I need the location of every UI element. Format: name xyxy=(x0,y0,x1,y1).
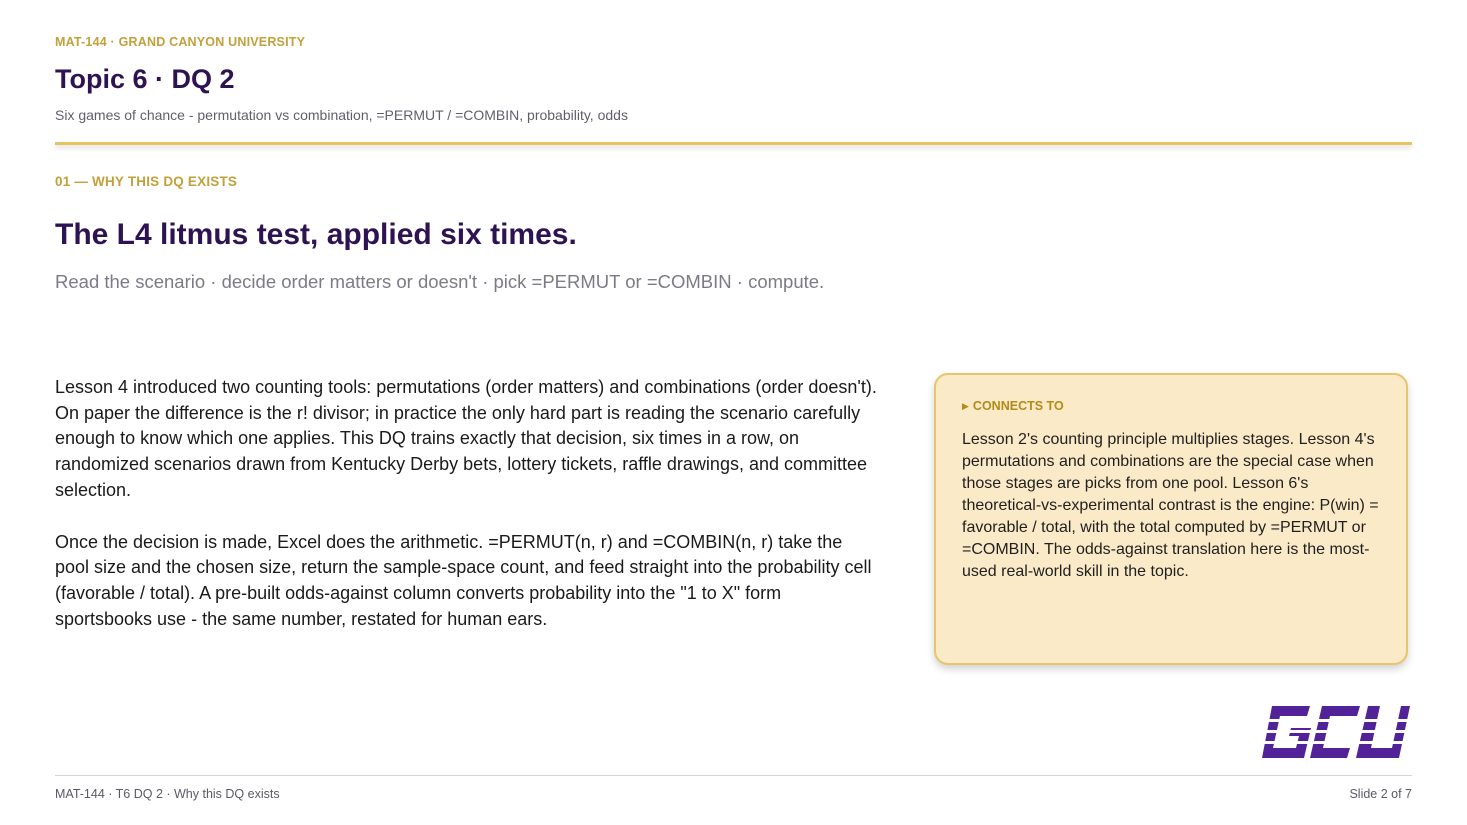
callout-label: CONNECTS TO xyxy=(972,399,1064,413)
section-lead: Read the scenario · decide order matters or doesn't · pick =PERMUT or =COMBIN · compute. xyxy=(55,271,825,292)
section-label: 01 — WHY THIS DQ EXISTS xyxy=(55,174,238,189)
header-divider xyxy=(55,142,1412,145)
callout-header xyxy=(962,399,1380,413)
section-headline: The L4 litmus test, applied six times. xyxy=(55,218,577,251)
page-title: Topic 6 · DQ 2 xyxy=(55,64,235,94)
connects-to-callout xyxy=(934,373,1408,665)
page-subtitle: Six games of chance - permutation vs combination, =PERMUT / =COMBIN, probability, odds xyxy=(55,107,628,123)
gcu-logo-stripes xyxy=(1258,719,1410,744)
body-paragraph: Lesson 4 introduced two counting tools: permutations (order matters) and combinations (order doesn't). On paper the difference is the r! divisor; in practice the only hard part is reading the scenario carefully enough to know which one applies. This DQ trains exactly that decision, six times in a row, on randomized scenarios drawn from Kentucky Derby bets, lottery tickets, raffle drawings, and committee selection. xyxy=(55,377,877,500)
triangle-right-icon: ▶ xyxy=(962,400,969,411)
body-paragraph: Once the decision is made, Excel does the arithmetic. =PERMUT(n, r) and =COMBIN(n, r) take the pool size and the chosen size, return the sample-space count, and feed straight into the probability cell (favorable / total). A pre-built odds-against column converts probability into the "1 to X" form sportsbooks use - the same number, restated for human ears. xyxy=(55,531,872,629)
slide-counter: Slide 2 of 7 xyxy=(1349,787,1412,801)
footer-divider xyxy=(55,775,1412,776)
footer-caption: MAT-144 · T6 DQ 2 · Why this DQ exists xyxy=(55,787,280,801)
gcu-logo xyxy=(1258,704,1410,760)
callout-text: Lesson 2's counting principle multiplies stages. Lesson 4's permutations and combinations are the special case when those stages are picks from one pool. Lesson 6's theoretical-vs-experimental contrast is the engine: P(win) = favorable / total, with the total computed by =PERMUT or =COMBIN. The odds-against translation here is the most-used real-world skill in the topic. xyxy=(962,431,1379,580)
body-text xyxy=(55,375,880,658)
course-kicker: MAT-144 · GRAND CANYON UNIVERSITY xyxy=(55,35,306,49)
